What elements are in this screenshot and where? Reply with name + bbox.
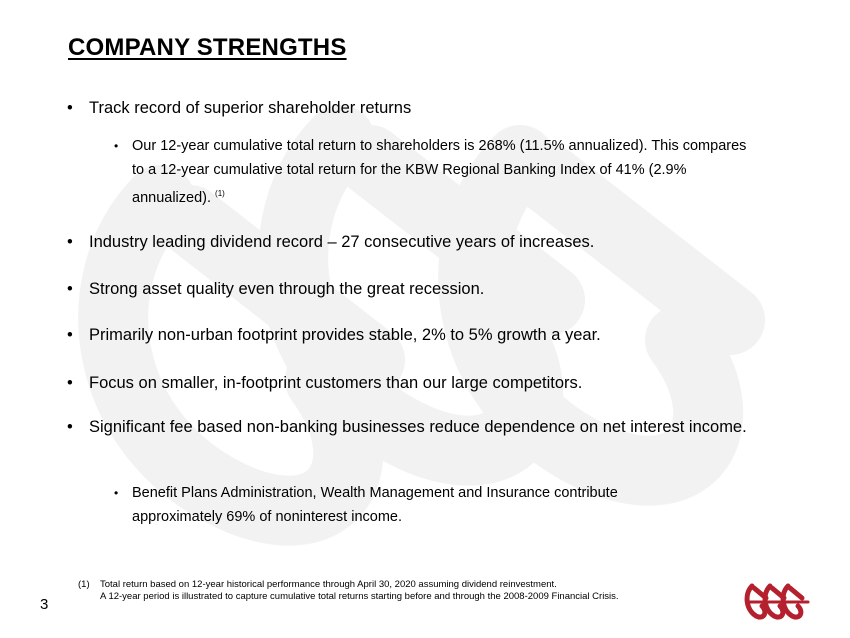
footnote-marker: (1) bbox=[78, 579, 90, 590]
bullet-text: Strong asset quality even through the great recession. bbox=[89, 280, 485, 298]
list-item bbox=[67, 370, 789, 396]
sub-list-item bbox=[114, 481, 702, 529]
sub-bullet-text: Benefit Plans Administration, Wealth Management and Insurance contribute approximately 69% of noninterest income. bbox=[132, 485, 618, 525]
list-item bbox=[67, 322, 789, 348]
bullet-marker: • bbox=[67, 233, 73, 251]
bullet-text: Primarily non-urban footprint provides stable, 2% to 5% growth a year. bbox=[89, 326, 601, 344]
list-item bbox=[67, 276, 789, 302]
bullet-text: Track record of superior shareholder returns bbox=[89, 99, 412, 117]
sub-bullet-text: Our 12-year cumulative total return to shareholders is 268% (11.5% annualized). This compares to a 12-year cumulative total return for the KBW Regional Banking Index of 41% (2.9% annualized). bbox=[132, 138, 747, 206]
bullet-marker: • bbox=[114, 139, 119, 153]
bullet-marker: • bbox=[67, 280, 73, 298]
list-item bbox=[67, 95, 769, 121]
company-logo bbox=[742, 582, 812, 622]
sub-list-item bbox=[114, 134, 762, 210]
page-number: 3 bbox=[40, 596, 49, 613]
footnote-line: A 12-year period is illustrated to capture cumulative total returns starting before and through the 2008-2009 Financial Crisis. bbox=[100, 591, 619, 602]
bullet-marker: • bbox=[67, 374, 73, 392]
bullet-marker: • bbox=[67, 418, 73, 436]
bullet-text: Industry leading dividend record – 27 consecutive years of increases. bbox=[89, 233, 595, 251]
list-item bbox=[67, 229, 789, 255]
bullet-text: Significant fee based non-banking businesses reduce dependence on net interest income. bbox=[89, 418, 747, 436]
footnote-reference: (1) bbox=[215, 189, 225, 198]
footnote-line: Total return based on 12-year historical performance through April 30, 2020 assuming dividend reinvestment. bbox=[100, 579, 557, 590]
page-title: COMPANY STRENGTHS bbox=[68, 34, 347, 61]
bullet-text: Focus on smaller, in-footprint customers than our large competitors. bbox=[89, 374, 583, 392]
bullet-marker: • bbox=[67, 326, 73, 344]
bullet-marker: • bbox=[67, 99, 73, 117]
list-item bbox=[67, 413, 779, 441]
bullet-marker: • bbox=[114, 486, 119, 500]
